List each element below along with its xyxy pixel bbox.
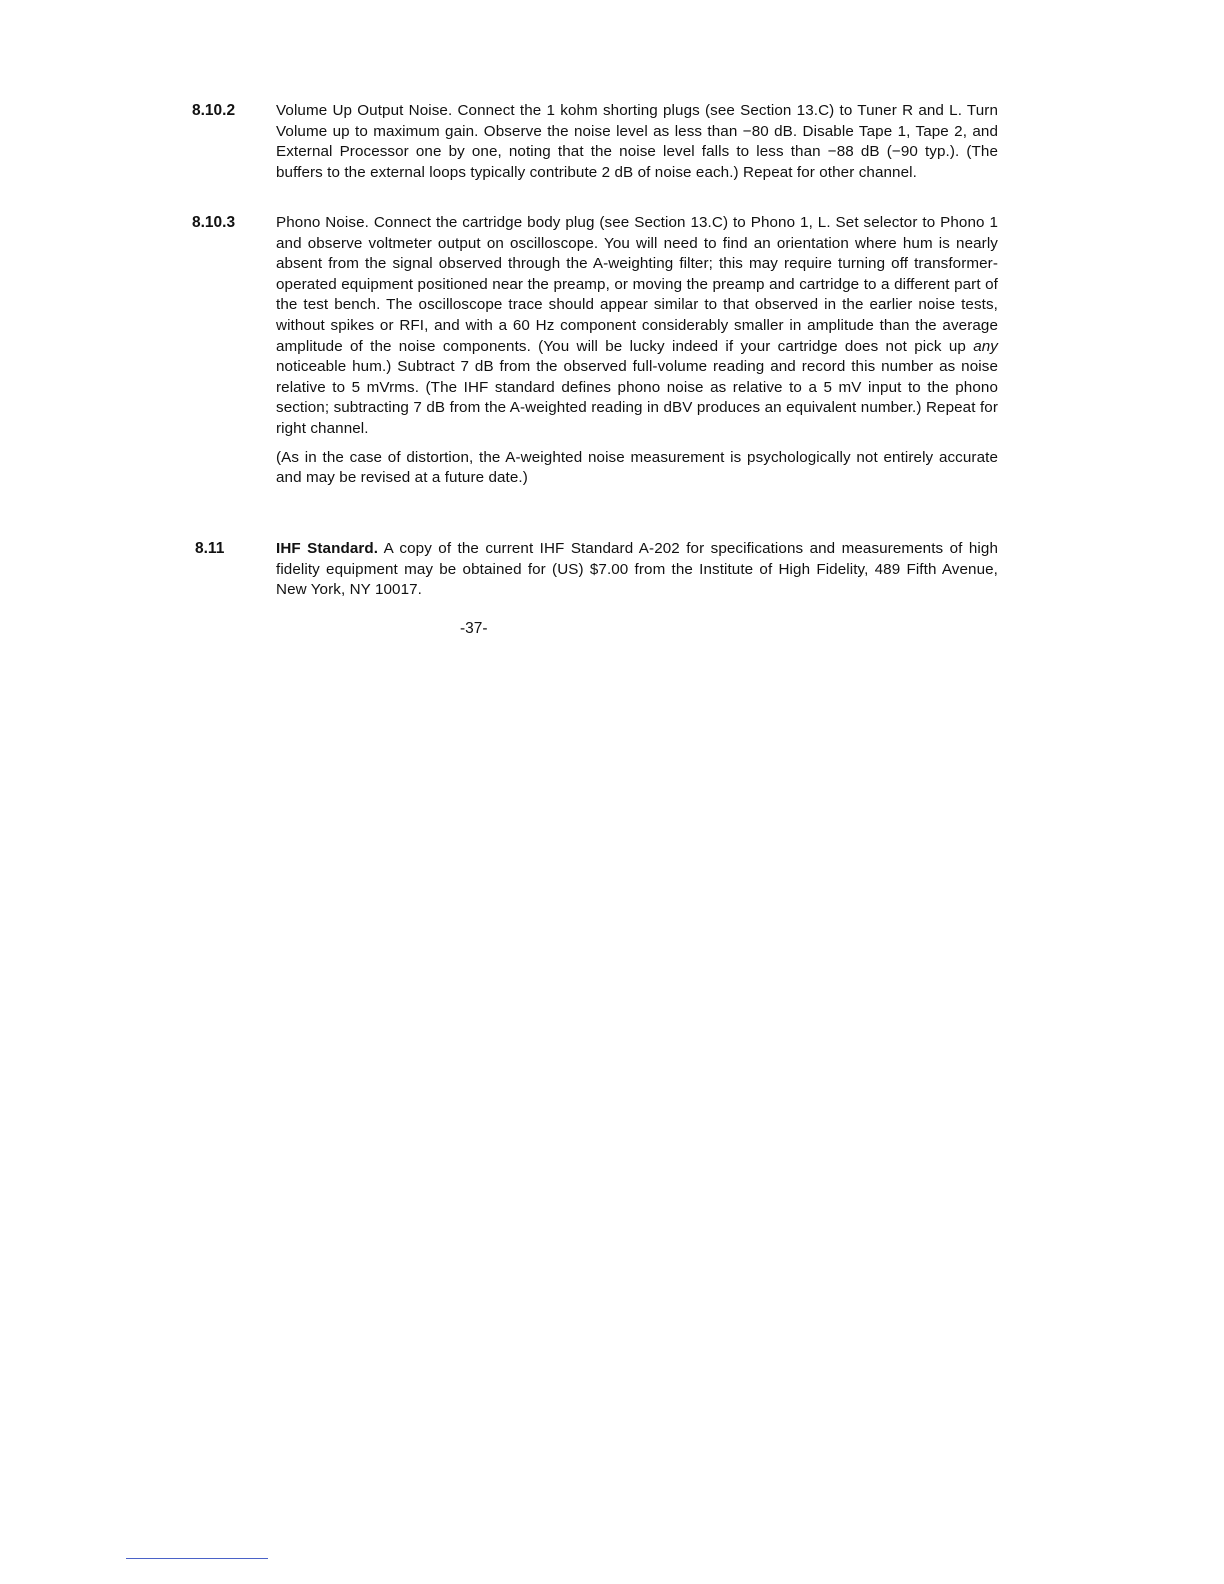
section-body xyxy=(276,539,998,601)
paragraph: Volume Up Output Noise. Connect the 1 kohm shorting plugs (see Section 13.C) to Tuner R and L. Turn Volume up to maximum gain. Observe the noise level as less than −80 dB. Disable Tape 1, Tape 2, and External Processor one by one, noting that the noise level falls to less than −88 dB (−90 typ.). (The buffers to the external loops typically contribute 2 dB of noise each.) Repeat for other channel. xyxy=(276,102,998,181)
footnote-rule xyxy=(126,1558,268,1559)
emphasis-text: any xyxy=(973,337,998,355)
note-paragraph: (As in the case of distortion, the A-weighted noise measurement is psychologically not entirely accurate and may be revised at a future date.) xyxy=(276,448,998,487)
section-lead: IHF Standard. xyxy=(276,540,379,557)
section-body xyxy=(276,101,998,183)
paragraph xyxy=(276,539,998,601)
paragraph xyxy=(276,213,998,440)
paragraph-text-b: noticeable hum.) Subtract 7 dB from the observed full-volume reading and record this number as noise relative to 5 mVrms. (The IHF standard defines phono noise as relative to a 5 mV input to the phono section; subtracting 7 dB from the A-weighted reading in dBV produces an equivalent number.) Repeat for right channel. xyxy=(276,358,998,437)
section-number: 8.10.2 xyxy=(192,102,236,119)
section-number: 8.11 xyxy=(195,540,225,557)
section-number: 8.10.3 xyxy=(192,214,236,231)
paragraph-text: A copy of the current IHF Standard A-202 for specifications and measurements of high fidelity equipment may be obtained for (US) $7.00 from the Institute of High Fidelity, 489 Fifth Avenue, New York, NY 10017. xyxy=(276,540,998,599)
paragraph-text-a: Phono Noise. Connect the cartridge body plug (see Section 13.C) to Phono 1, L. Set selector to Phono 1 and observe voltmeter output on oscilloscope. You will need to find an orientation where hum is nearly absent from the signal observed through the A-weighting filter; this may require turning off transformer-operated equipment positioned near the preamp, or moving the preamp and cartridge to a different part of the test bench. The oscilloscope trace should appear similar to that observed in the earlier noise tests, without spikes or RFI, and with a 60 Hz component considerably smaller in amplitude than the average amplitude of the noise components. (You will be lucky indeed if your cartridge does not pick up xyxy=(276,214,998,355)
page-number: -37- xyxy=(460,620,488,637)
section-body xyxy=(276,213,998,489)
